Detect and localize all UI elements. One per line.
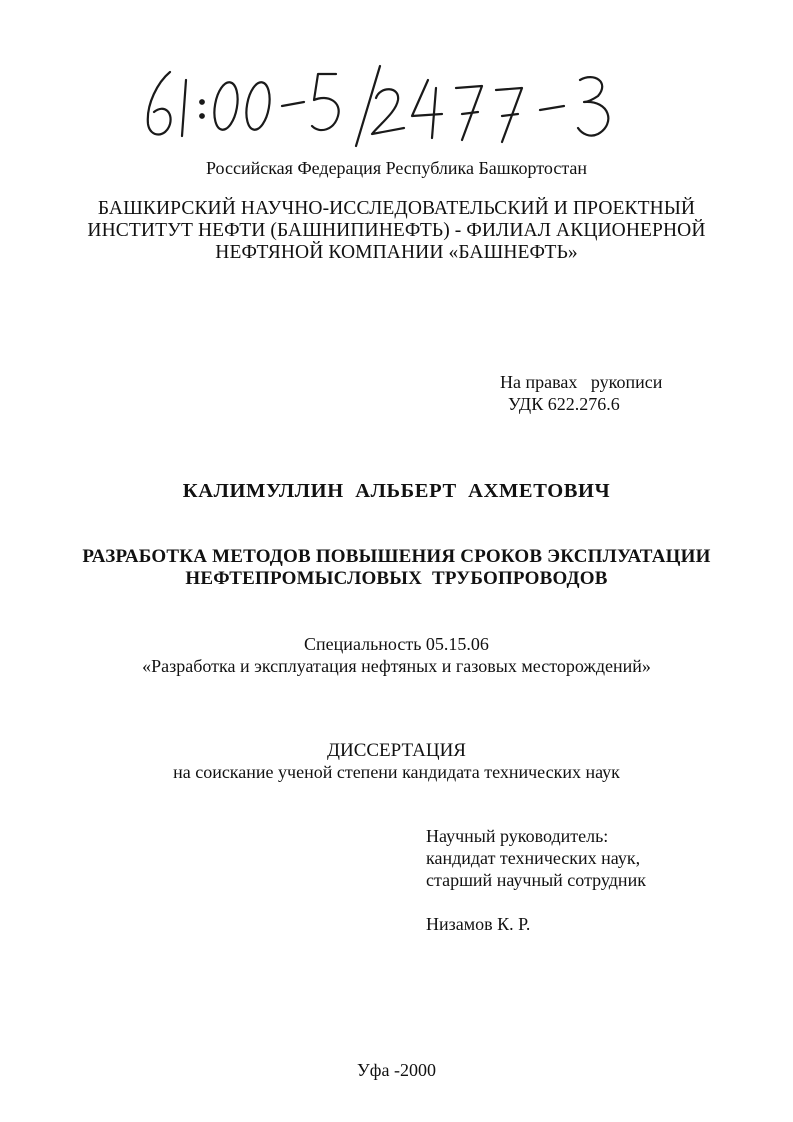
- udk-code: УДК 622.276.6: [508, 394, 620, 414]
- dissertation-label: ДИССЕРТАЦИЯ: [327, 740, 466, 761]
- supervisor-degree: кандидат технических наук,: [426, 848, 641, 868]
- supervisor-name: Низамов К. Р.: [426, 914, 531, 934]
- supervisor-role: Научный руководитель:: [426, 826, 609, 846]
- country-line: Российская Федерация Республика Башкортостан: [205, 158, 588, 178]
- specialty-code: Специальность 05.15.06: [304, 634, 489, 654]
- institute-line-1: БАШКИРСКИЙ НАУЧНО-ИССЛЕДОВАТЕЛЬСКИЙ И ПРОЕКТНЫЙ: [97, 198, 696, 219]
- city-year: Уфа -2000: [357, 1060, 436, 1080]
- author-name: КАЛИМУЛЛИН АЛЬБЕРТ АХМЕТОВИЧ: [182, 480, 611, 502]
- dissertation-degree: на соискание ученой степени кандидата технических наук: [173, 762, 620, 782]
- thesis-title-line-1: РАЗРАБОТКА МЕТОДОВ ПОВЫШЕНИЯ СРОКОВ ЭКСПЛУАТАЦИИ: [82, 546, 711, 567]
- specialty-name: «Разработка и эксплуатация нефтяных и газовых месторождений»: [142, 656, 651, 676]
- institute-line-2: ИНСТИТУТ НЕФТИ (БАШНИПИНЕФТЬ) - ФИЛИАЛ АКЦИОНЕРНОЙ: [87, 220, 706, 241]
- manuscript-rights: На правах рукописи: [500, 372, 663, 392]
- institute-line-3: НЕФТЯНОЙ КОМПАНИИ «БАШНЕФТЬ»: [215, 242, 578, 263]
- thesis-title-line-2: НЕФТЕПРОМЫСЛОВЫХ ТРУБОПРОВОДОВ: [185, 568, 608, 589]
- handwritten-archive-number: [136, 58, 626, 148]
- supervisor-position: старший научный сотрудник: [426, 870, 646, 890]
